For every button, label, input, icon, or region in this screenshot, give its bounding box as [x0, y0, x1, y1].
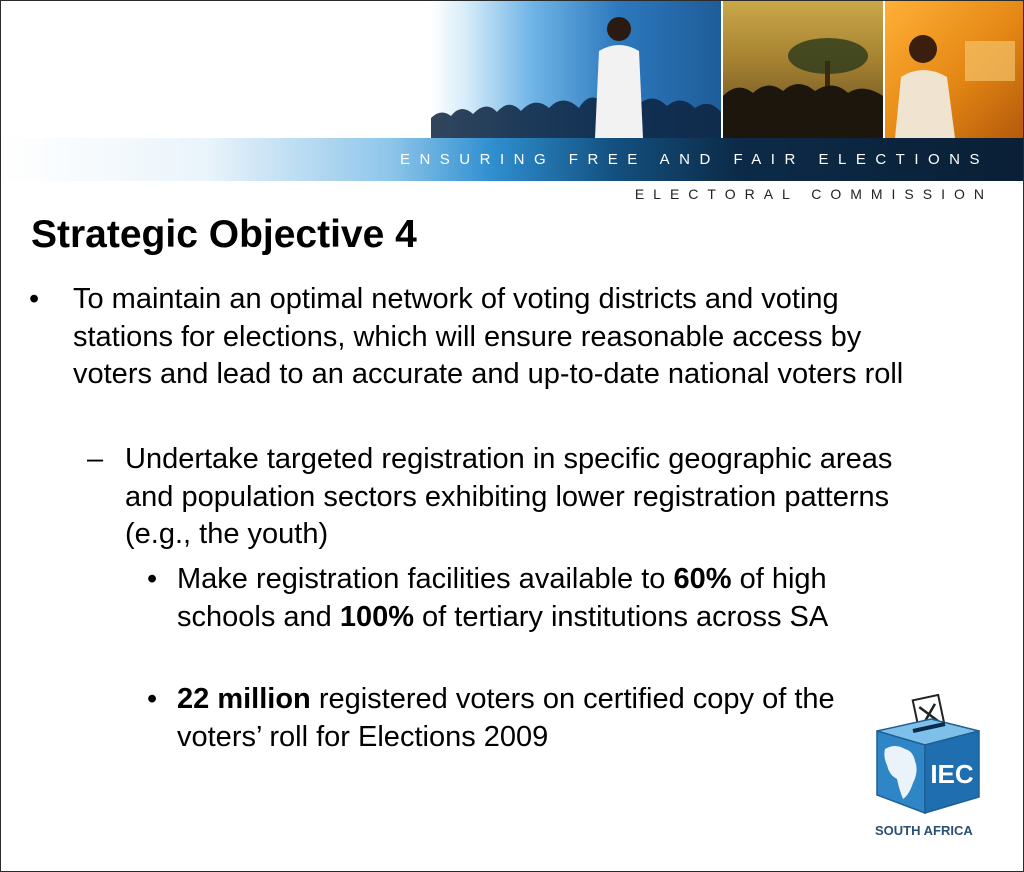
target-text-a: Make registration facilities available to [177, 563, 674, 595]
objective-bullet [29, 281, 913, 394]
tertiary-percentage: 100% [339, 600, 414, 633]
official-photo [885, 1, 1023, 138]
slide-title: Strategic Objective 4 [31, 213, 417, 256]
target-text-c: of tertiary institutions across SA [414, 600, 829, 633]
queue-photo [723, 1, 883, 138]
objective-text: To maintain an optimal network of voting districts and voting stations for elections, which will ensure reasonable access by voters and lead to an accurate and up-to-date national voters roll [73, 283, 904, 390]
target-text-b: of high schools and [177, 563, 827, 633]
voters-photo [431, 1, 721, 138]
voter-figure-image [581, 11, 651, 138]
iec-logo-icon [869, 691, 989, 841]
queue-scene-image [723, 1, 883, 138]
bullet-marker: • [147, 683, 158, 715]
crowd-silhouette-image [431, 78, 721, 138]
sub-objective-bullet [87, 441, 925, 554]
bullet-marker: • [147, 563, 158, 595]
official-figure-image [885, 1, 1023, 138]
target-bullet-facilities [147, 561, 907, 636]
bullet-marker: • [29, 283, 40, 315]
logo-text: IEC [930, 759, 974, 789]
voters-roll-text: registered voters on certified copy of the voters’ roll for Elections 2009 [177, 683, 835, 753]
sub-objective-text: Undertake targeted registration in specific geographic areas and population sectors exhibiting lower registration patterns (e.g., the youth) [125, 443, 893, 550]
target-bullet-voters [147, 681, 907, 756]
header-banner [1, 1, 1023, 202]
organisation-name: ELECTORAL COMMISSION [634, 186, 993, 202]
logo-caption: SOUTH AFRICA [875, 823, 973, 838]
dash-marker: – [87, 443, 104, 475]
high-school-percentage: 60% [673, 563, 732, 595]
tagline-text: ENSURING FREE AND FAIR ELECTIONS [399, 151, 989, 168]
voter-count: 22 million [177, 683, 311, 715]
